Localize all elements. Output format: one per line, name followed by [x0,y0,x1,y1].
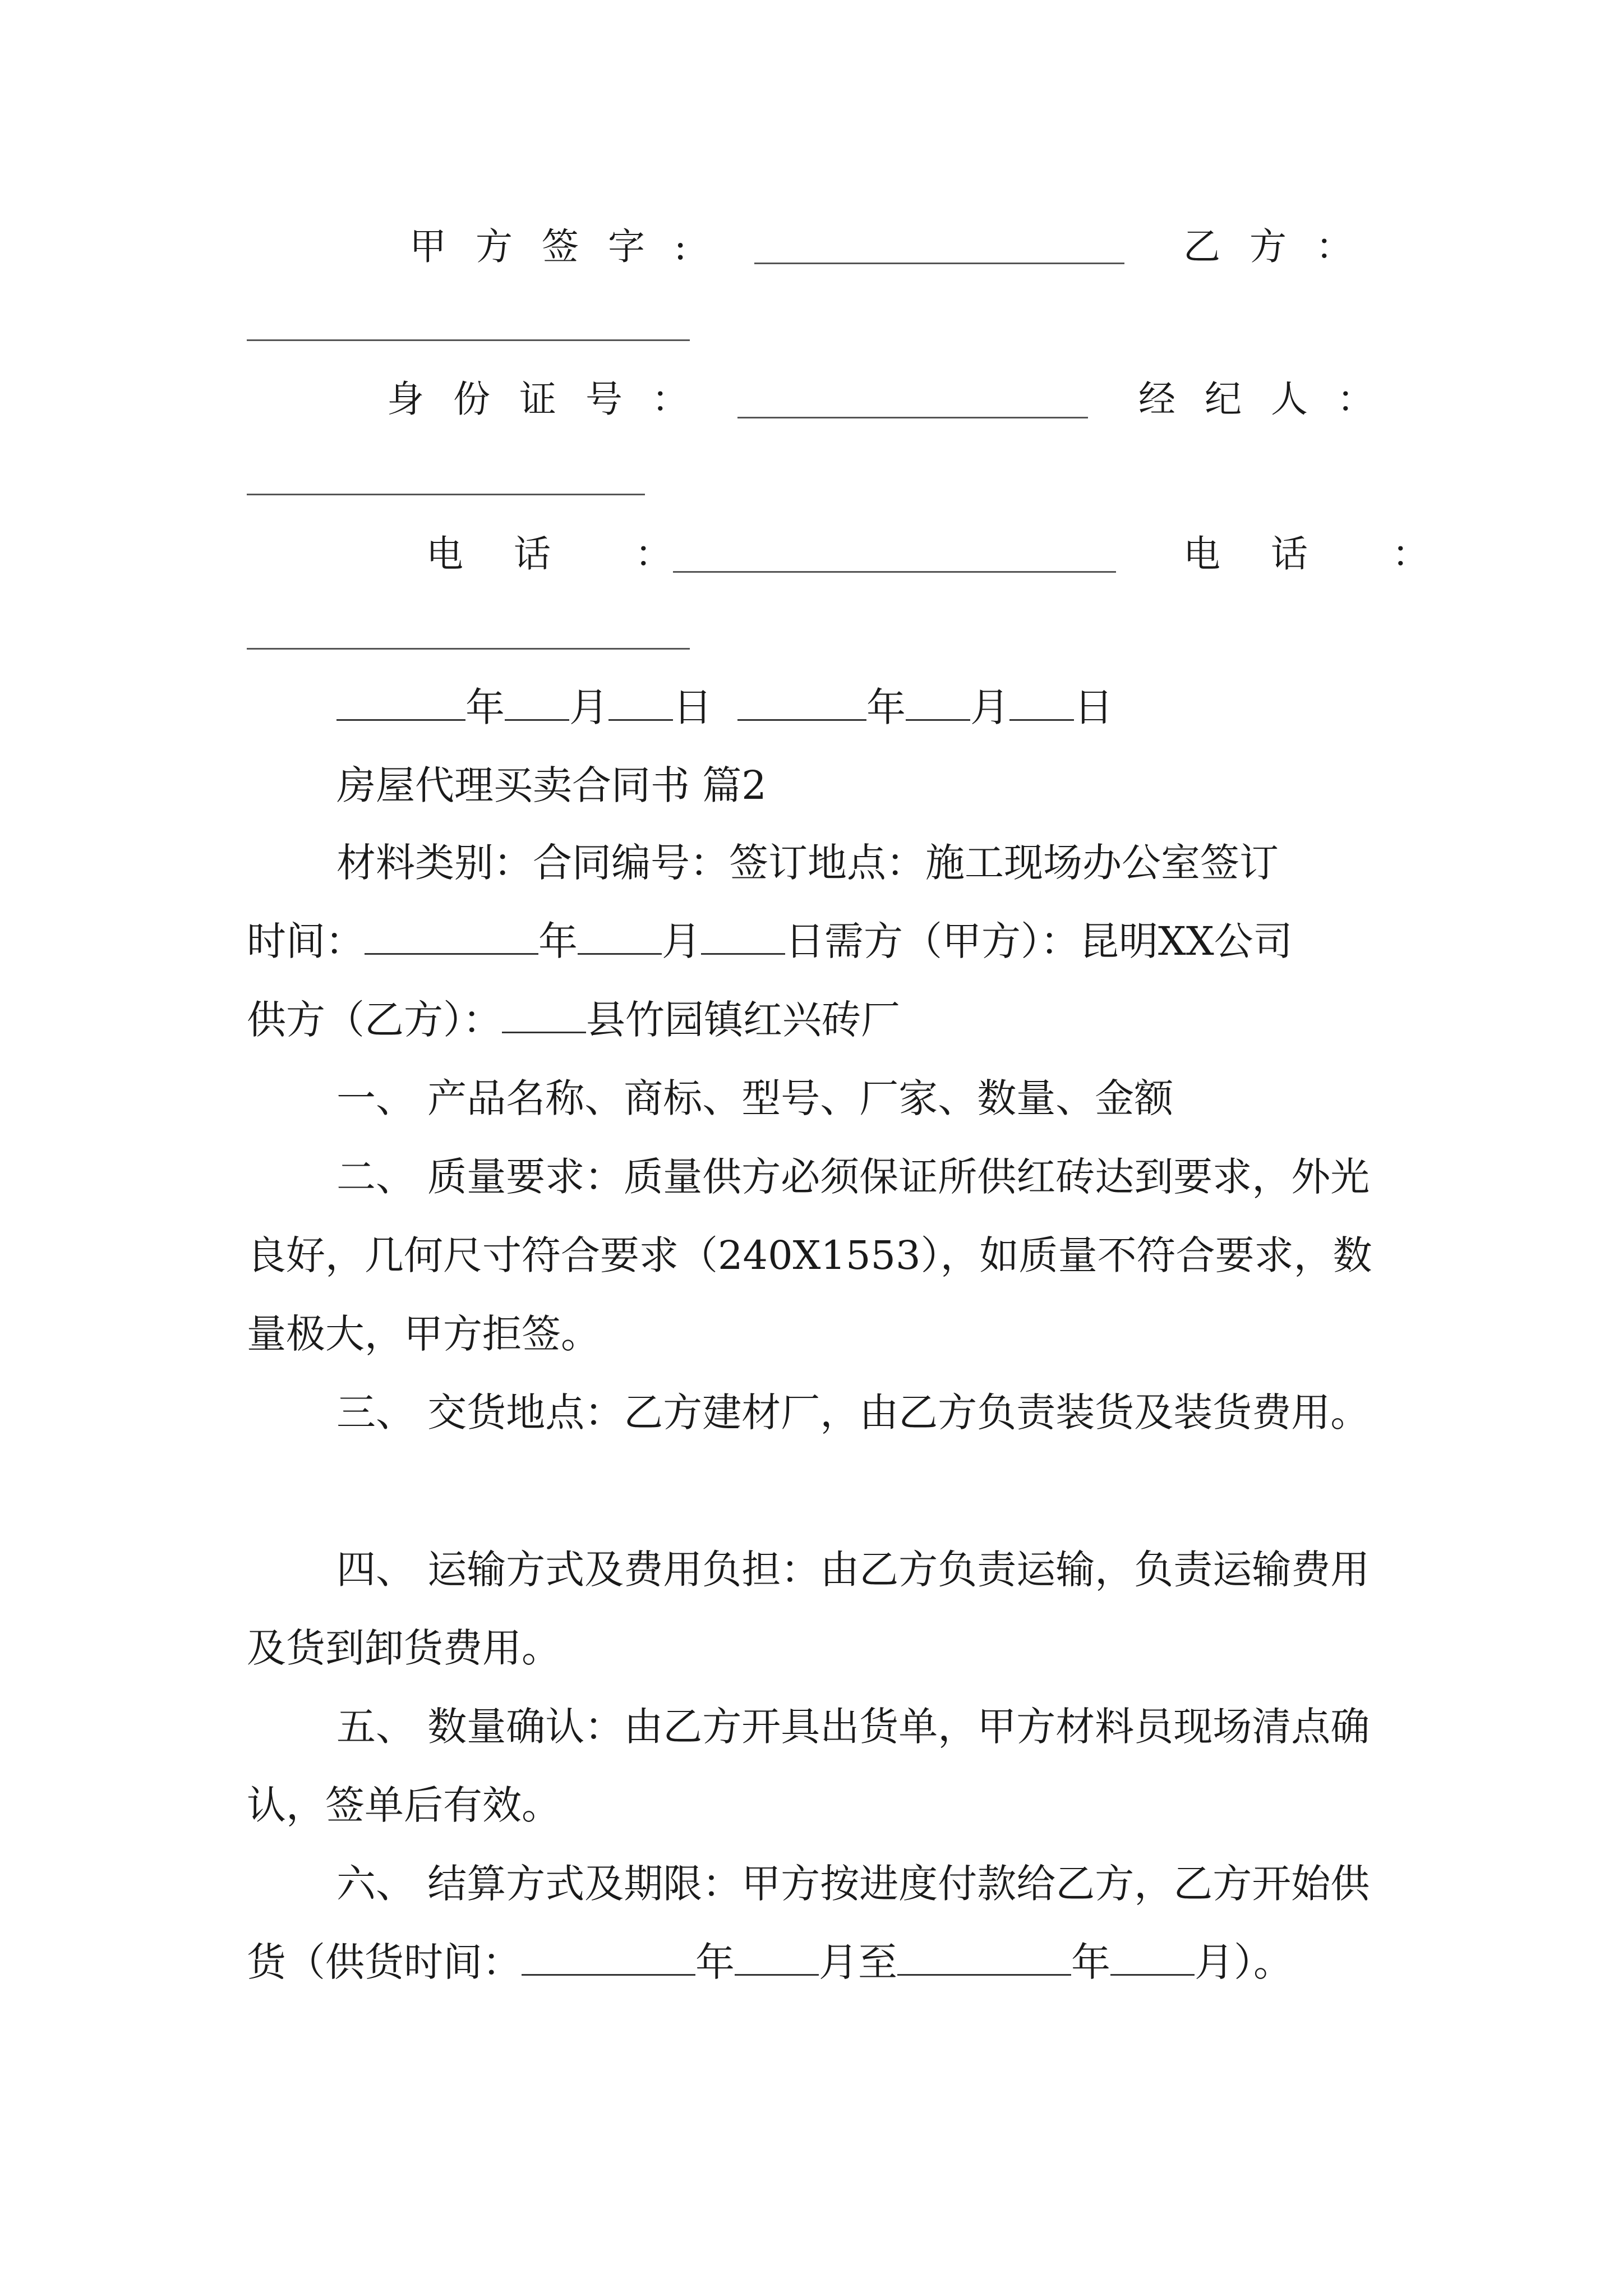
item-6-end: 月）。 [1195,1939,1293,1985]
phone-b-blank [247,648,690,650]
phone-a-label: 电话 [426,532,601,576]
item-3: 三、 交货地点：乙方建材厂，由乙方负责装货及装货费用。 [336,1389,1370,1435]
month-label-b: 月 [970,684,1009,730]
party-a-sign-label: 甲方签字 [409,225,674,268]
item-6-month-blank-1 [735,1939,819,1976]
id-colon: ： [652,378,689,421]
phone-a-colon: ： [635,532,672,576]
item-6-year-blank-2 [897,1939,1071,1976]
phone-a-blank [673,571,1116,573]
item-6 [247,1844,1385,2001]
item-6-year-blank-1 [522,1939,695,1976]
document-heading: 房屋代理买卖合同书 篇2 [336,762,767,808]
party-b-label: 乙方 [1183,225,1316,268]
id-number-label: 身份证号 [387,378,652,421]
intro-supplier-name: 县竹园镇红兴砖厂 [586,997,900,1043]
year-blank-b [737,684,866,721]
intro-paragraph [247,823,1385,1059]
intro-buyer: 日需方（甲方）：昆明XX公司 [785,918,1293,964]
date-row [336,684,1113,730]
intro-day-blank [701,918,785,955]
agent-row [1138,377,1374,422]
item-5: 五、 数量确认：由乙方开具出货单，甲方材料员现场清点确认，签单后有效。 [247,1704,1370,1828]
month-blank-a [505,684,569,721]
agent-colon: ： [1337,378,1374,421]
intro-line-1: 材料类别：合同编号：签订地点：施工现场办公室签订 [336,840,1279,886]
phone-b-colon: ： [1392,532,1429,576]
item-6-year-label-2: 年 [1071,1939,1110,1985]
item-4: 四、 运输方式及费用负担：由乙方负责运输，负责运输费用及货到卸货费用。 [247,1547,1370,1671]
party-a-sign-row [409,224,686,269]
phone-b-label: 电话 [1183,532,1358,576]
month-label-a: 月 [569,684,608,730]
intro-line-3 [247,981,1385,1059]
intro-county-blank [502,997,586,1033]
id-number-blank [737,417,1088,418]
month-blank-b [906,684,970,721]
party-b-colon: ： [1316,225,1353,268]
intro-month-label: 月 [662,918,701,964]
id-number-row [387,377,689,422]
day-blank-a [608,684,673,721]
item-6-text: 六、 结算方式及期限：甲方按进度付款给乙方，乙方开始供货（供货时间： [247,1861,1370,1985]
party-b-blank [247,339,690,341]
party-b-row [1183,224,1353,269]
agent-blank [247,494,645,495]
party-a-sign-blank [754,263,1124,264]
intro-year-blank [365,918,538,955]
intro-time-label: 时间： [247,918,365,964]
day-label-b: 日 [1074,684,1113,730]
item-1: 一、 产品名称、商标、型号、厂家、数量、金额 [336,1075,1174,1121]
phone-a-row [426,532,672,577]
year-label-a: 年 [465,684,505,730]
intro-year-label: 年 [538,918,578,964]
intro-supplier-label: 供方（乙方）： [247,997,502,1043]
item-6-month-to: 月至 [819,1939,897,1985]
year-label-b: 年 [866,684,906,730]
item-6-year-label-1: 年 [695,1939,735,1985]
item-2: 二、 质量要求：质量供方必须保证所供红砖达到要求，外光良好，几何尺寸符合要求（240X1553），如质量不符合要求，数量极大，甲方拒签。 [247,1154,1372,1357]
intro-line-2 [247,902,1385,981]
intro-month-blank [578,918,662,955]
colon: : [674,225,687,268]
phone-b-row [1183,532,1429,577]
agent-label: 经纪人 [1138,378,1337,421]
year-blank-a [336,684,465,721]
item-6-month-blank-2 [1110,1939,1195,1976]
day-label-a: 日 [673,684,712,730]
day-blank-b [1009,684,1074,721]
